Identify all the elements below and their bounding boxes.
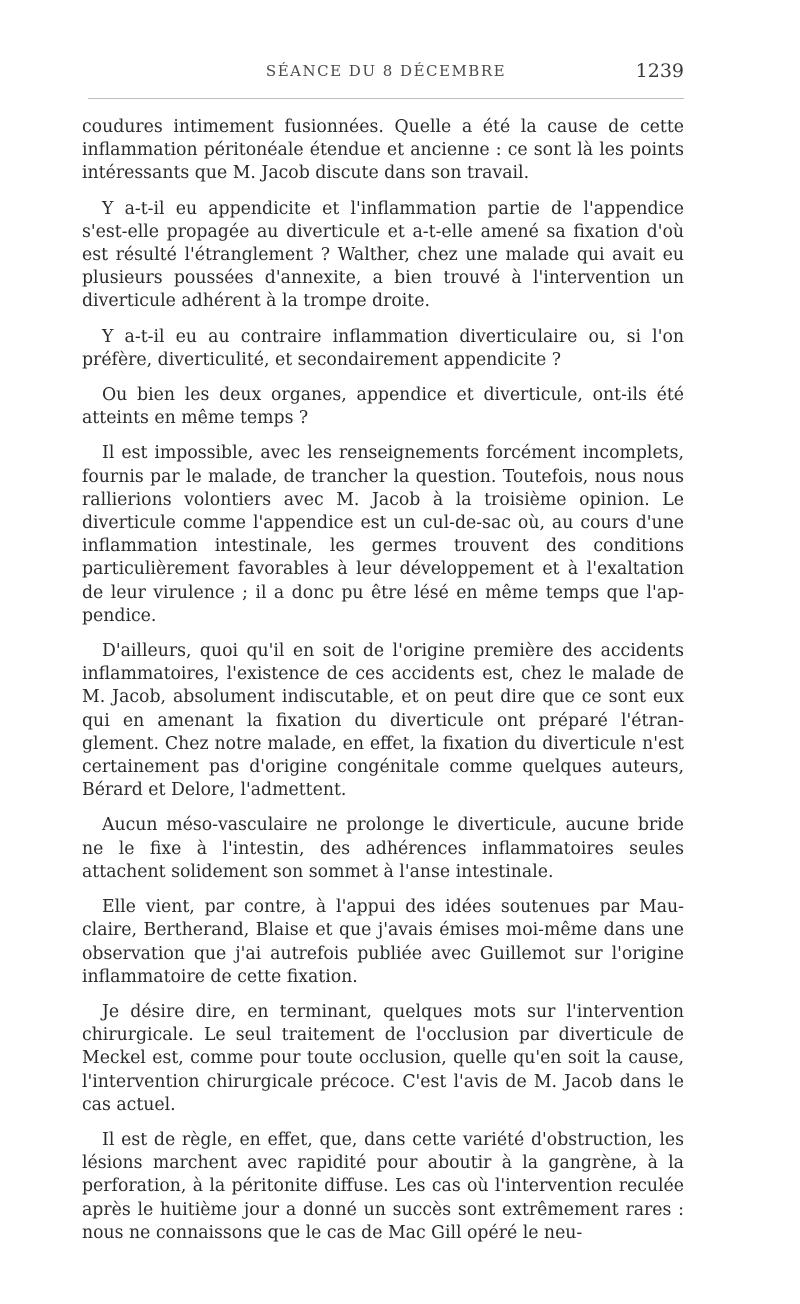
paragraph: Il est impossible, avec les renseignements forcément incomplets, fournis par le malade, de trancher la question. Toutefois, nous nous rallierions volontiers avec M. Jacob à la troisième opinion. Le diverticule comme l'appendice est un cul-de-sac où, au cours d'une inflammation intestinale, les germes trouvent des conditions particulièrement favorables à leur développement et à l'exaltation de leur virulence ; il a donc pu être lésé en même temps que l'appendice.	[82, 443, 684, 626]
paragraph: Il est de règle, en effet, que, dans cette variété d'obstruction, les lésions marchent avec rapidité pour aboutir à la gangrène, à la perforation, à la péritonite diffuse. Les cas où l'intervention reculée après le huitième jour a donné un succès sont extrêmement rares : nous ne connaissons que le cas de Mac Gill opéré le neu-	[82, 1129, 684, 1243]
paragraph: Y a-t-il eu appendicite et l'inflammation partie de l'appendice s'est-elle propagée au diverticule et a-t-elle amené sa fixation d'où est résulté l'étranglement ? Walther, chez une malade qui avait eu plusieurs poussées d'annexite, a bien trouvé à l'intervention un diverticule adhérent à la trompe droite.	[82, 198, 684, 312]
running-head	[88, 60, 684, 84]
body-text	[82, 116, 684, 1257]
paragraph: Y a-t-il eu au contraire inflammation diverticulaire ou, si l'on préfère, diverticulité, et secondairement appendicite ?	[82, 326, 684, 370]
paragraph: Ou bien les deux organes, appendice et diverticule, ont-ils été atteints en même temps ?	[82, 385, 684, 429]
header-rule	[88, 98, 684, 99]
paragraph: D'ailleurs, quoi qu'il en soit de l'origine première des accidents inflammatoires, l'existence de ces accidents est, chez le malade de M. Jacob, absolument indiscutable, et on peut dire que ce sont eux qui en amenant la fixation du diverticule ont préparé l'étranglement. Chez notre malade, en effet, la fixation du diverticule n'est certainement pas d'origine congénitale comme quelques auteurs, Bérard et Delore, l'admettent.	[82, 641, 684, 801]
paragraph: coudures intimement fusionnées. Quelle a été la cause de cette inflammation péritonéale étendue et ancienne : ce sont là les points intéressants que M. Jacob discute dans son travail.	[82, 117, 684, 184]
paragraph: Aucun méso-vasculaire ne prolonge le diverticule, aucune bride ne le fixe à l'intestin, des adhérences inflammatoires seules attachent solidement son sommet à l'anse intestinale.	[82, 815, 684, 882]
page-number: 1239	[635, 60, 684, 82]
paragraph: Elle vient, par contre, à l'appui des idées soutenues par Mauclaire, Bertherand, Blaise et que j'avais émises moi-même dans une observation que j'ai autrefois publiée avec Guillemot sur l'origine inflammatoire de cette fixation.	[82, 897, 684, 987]
paragraph: Je désire dire, en terminant, quelques mots sur l'intervention chirurgicale. Le seul traitement de l'occlusion par diverticule de Meckel est, comme pour toute occlusion, quelle qu'en soit la cause, l'intervention chirurgicale précoce. C'est l'avis de M. Jacob dans le cas actuel.	[82, 1001, 684, 1115]
running-title: SÉANCE DU 8 DÉCEMBRE	[265, 62, 507, 80]
